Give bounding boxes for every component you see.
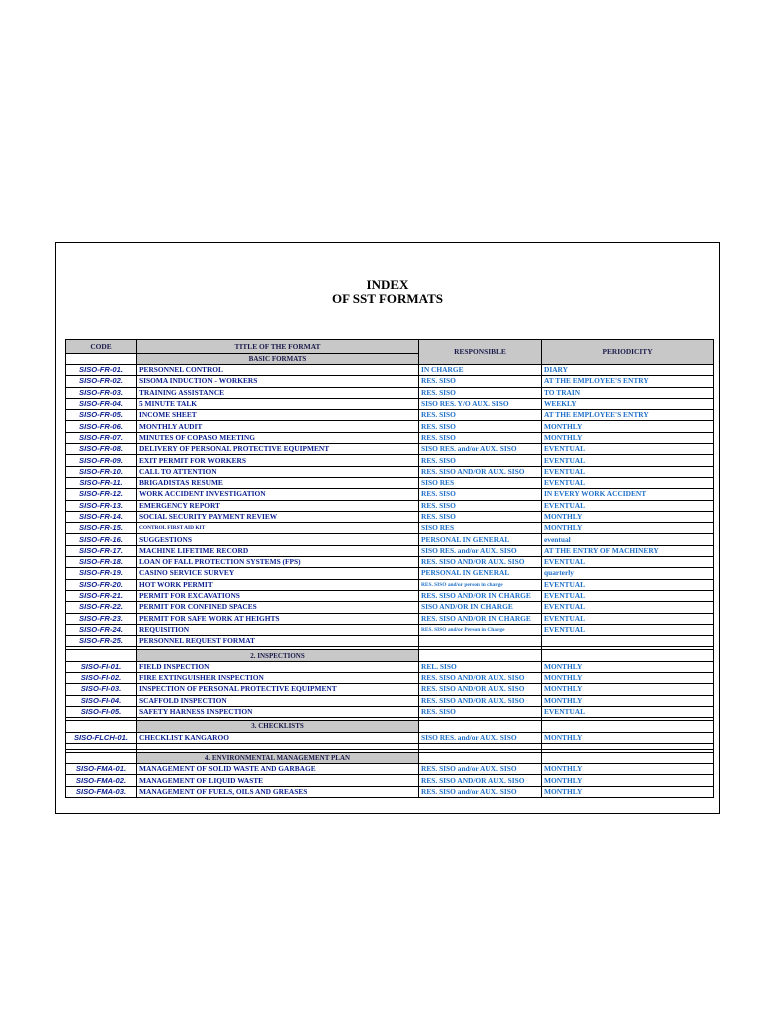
format-code: SISO-FR-07.	[66, 432, 137, 443]
format-responsible: PERSONAL IN GENERAL	[419, 568, 542, 579]
table-row	[66, 421, 714, 432]
format-responsible: SISO RES	[419, 523, 542, 534]
table-row	[66, 695, 714, 706]
format-periodicity: eventual	[542, 534, 714, 545]
document-title: INDEX	[366, 277, 409, 292]
format-responsible: SISO RES. and/or AUX. SISO	[419, 732, 542, 743]
format-title: INSPECTION OF PERSONAL PROTECTIVE EQUIPMENT	[137, 684, 419, 695]
format-code: SISO-FR-23.	[66, 613, 137, 624]
format-responsible: RES. SISO and/or person in charge	[419, 579, 542, 590]
table-row	[66, 775, 714, 786]
format-responsible: RES. SISO	[419, 511, 542, 522]
format-periodicity: EVENTUAL	[542, 444, 714, 455]
section-checklists	[66, 721, 714, 732]
header-periodicity: PERIODICITY	[542, 340, 714, 365]
format-code: SISO-FI-01.	[66, 661, 137, 672]
table-row	[66, 455, 714, 466]
format-responsible: RES. SISO and/or Person in Charge	[419, 624, 542, 635]
format-periodicity: MONTHLY	[542, 775, 714, 786]
format-title: SUGGESTIONS	[137, 534, 419, 545]
format-responsible: SISO RES. and/or AUX. SISO	[419, 545, 542, 556]
format-code: SISO-FMA-02.	[66, 775, 137, 786]
format-title: 5 MINUTE TALK	[137, 398, 419, 409]
format-code: SISO-FR-24.	[66, 624, 137, 635]
format-responsible: RES. SISO	[419, 421, 542, 432]
format-periodicity: EVENTUAL	[542, 477, 714, 488]
table-row	[66, 636, 714, 647]
format-title: CONTROL FIRST AID KIT	[137, 523, 419, 534]
format-periodicity: MONTHLY	[542, 661, 714, 672]
table-row	[66, 444, 714, 455]
format-periodicity: MONTHLY	[542, 421, 714, 432]
format-title: CASINO SERVICE SURVEY	[137, 568, 419, 579]
format-responsible: RES. SISO AND/OR AUX. SISO	[419, 673, 542, 684]
section-basic-formats: BASIC FORMATS	[137, 354, 419, 365]
format-periodicity: EVENTUAL	[542, 455, 714, 466]
table-row	[66, 545, 714, 556]
format-periodicity: MONTHLY	[542, 695, 714, 706]
format-responsible: RES. SISO	[419, 489, 542, 500]
table-row	[66, 732, 714, 743]
format-code: SISO-FR-18.	[66, 557, 137, 568]
format-title: MACHINE LIFETIME RECORD	[137, 545, 419, 556]
table-row	[66, 764, 714, 775]
format-periodicity: MONTHLY	[542, 673, 714, 684]
table-row	[66, 673, 714, 684]
table-row	[66, 661, 714, 672]
format-responsible: RES. SISO	[419, 500, 542, 511]
table-row	[66, 511, 714, 522]
format-periodicity: TO TRAIN	[542, 387, 714, 398]
table-row	[66, 477, 714, 488]
format-code: SISO-FR-21.	[66, 590, 137, 601]
table-row	[66, 786, 714, 797]
format-title: CHECKLIST KANGAROO	[137, 732, 419, 743]
format-title: DELIVERY OF PERSONAL PROTECTIVE EQUIPMENT	[137, 444, 419, 455]
format-title: SOCIAL SECURITY PAYMENT REVIEW	[137, 511, 419, 522]
table-row	[66, 523, 714, 534]
format-code: SISO-FR-10.	[66, 466, 137, 477]
format-title: MANAGEMENT OF SOLID WASTE AND GARBAGE	[137, 764, 419, 775]
format-periodicity: EVENTUAL	[542, 602, 714, 613]
format-title: PERMIT FOR CONFINED SPACES	[137, 602, 419, 613]
table-row	[66, 376, 714, 387]
header-blank	[66, 354, 137, 365]
format-code: SISO-FR-06.	[66, 421, 137, 432]
format-code: SISO-FR-11.	[66, 477, 137, 488]
format-periodicity: EVENTUAL	[542, 466, 714, 477]
format-periodicity: MONTHLY	[542, 786, 714, 797]
format-responsible: RES. SISO AND/OR AUX. SISO	[419, 557, 542, 568]
header-responsible: RESPONSIBLE	[419, 340, 542, 365]
format-responsible: PERSONAL IN GENERAL	[419, 534, 542, 545]
formats-table	[65, 339, 714, 798]
format-code: SISO-FR-14.	[66, 511, 137, 522]
format-code: SISO-FR-02.	[66, 376, 137, 387]
section-code-blank	[66, 650, 137, 661]
section-code-blank	[66, 721, 137, 732]
format-responsible	[419, 636, 542, 647]
section-responsible-blank	[419, 721, 542, 732]
table-row	[66, 365, 714, 376]
format-code: SISO-FR-17.	[66, 545, 137, 556]
format-code: SISO-FR-19.	[66, 568, 137, 579]
section-environmental	[66, 752, 714, 763]
table-row	[66, 557, 714, 568]
format-responsible: SISO RES	[419, 477, 542, 488]
format-title: PERMIT FOR EXCAVATIONS	[137, 590, 419, 601]
format-code: SISO-FR-12.	[66, 489, 137, 500]
format-responsible: RES. SISO AND/OR IN CHARGE	[419, 590, 542, 601]
format-title: BRIGADISTAS RESUME	[137, 477, 419, 488]
format-periodicity	[542, 636, 714, 647]
format-code: SISO-FR-08.	[66, 444, 137, 455]
format-title: MANAGEMENT OF FUELS, OILS AND GREASES	[137, 786, 419, 797]
format-code: SISO-FMA-03.	[66, 786, 137, 797]
format-periodicity: MONTHLY	[542, 684, 714, 695]
format-title: FIELD INSPECTION	[137, 661, 419, 672]
format-code: SISO-FR-22.	[66, 602, 137, 613]
table-row	[66, 432, 714, 443]
table-row	[66, 590, 714, 601]
format-code: SISO-FR-09.	[66, 455, 137, 466]
format-responsible: RES. SISO AND/OR IN CHARGE	[419, 613, 542, 624]
format-title: PERSONNEL CONTROL	[137, 365, 419, 376]
table-row	[66, 706, 714, 717]
table-row	[66, 602, 714, 613]
format-code: SISO-FR-25.	[66, 636, 137, 647]
section-periodicity-blank	[542, 721, 714, 732]
format-code: SISO-FMA-01.	[66, 764, 137, 775]
format-title: EXIT PERMIT FOR WORKERS	[137, 455, 419, 466]
format-periodicity: EVENTUAL	[542, 500, 714, 511]
format-responsible: RES. SISO	[419, 410, 542, 421]
format-title: MANAGEMENT OF LIQUID WASTE	[137, 775, 419, 786]
format-title: TRAINING ASSISTANCE	[137, 387, 419, 398]
section-heading: 3. CHECKLISTS	[137, 721, 419, 732]
format-periodicity: AT THE EMPLOYEE'S ENTRY	[542, 376, 714, 387]
format-index-sheet	[55, 242, 720, 814]
format-responsible: RES. SISO AND/OR AUX. SISO	[419, 775, 542, 786]
table-row	[66, 410, 714, 421]
table-row	[66, 568, 714, 579]
format-responsible: RES. SISO and/or AUX. SISO	[419, 786, 542, 797]
format-code: SISO-FR-20.	[66, 579, 137, 590]
section-periodicity-blank	[542, 752, 714, 763]
section-responsible-blank	[419, 650, 542, 661]
format-responsible: RES. SISO	[419, 387, 542, 398]
format-title: EMERGENCY REPORT	[137, 500, 419, 511]
table-row	[66, 613, 714, 624]
section-heading: 2. INSPECTIONS	[137, 650, 419, 661]
table-row	[66, 624, 714, 635]
format-periodicity: EVENTUAL	[542, 579, 714, 590]
format-title: PERMIT FOR SAFE WORK AT HEIGHTS	[137, 613, 419, 624]
format-periodicity: IN EVERY WORK ACCIDENT	[542, 489, 714, 500]
table-row	[66, 500, 714, 511]
format-title: LOAN OF FALL PROTECTION SYSTEMS (FPS)	[137, 557, 419, 568]
format-responsible: REL. SISO	[419, 661, 542, 672]
format-periodicity: MONTHLY	[542, 732, 714, 743]
format-responsible: RES. SISO AND/OR AUX. SISO	[419, 466, 542, 477]
format-code: SISO-FR-04.	[66, 398, 137, 409]
section-heading: 4. ENVIRONMENTAL MANAGEMENT PLAN	[137, 752, 419, 763]
format-periodicity: MONTHLY	[542, 523, 714, 534]
format-code: SISO-FI-04.	[66, 695, 137, 706]
format-code: SISO-FR-03.	[66, 387, 137, 398]
format-title: HOT WORK PERMIT	[137, 579, 419, 590]
format-periodicity: EVENTUAL	[542, 557, 714, 568]
format-periodicity: EVENTUAL	[542, 590, 714, 601]
formats-table-body	[66, 365, 714, 798]
format-responsible: SISO RES. Y/O AUX. SISO	[419, 398, 542, 409]
format-code: SISO-FI-03.	[66, 684, 137, 695]
format-title: FIRE EXTINGUISHER INSPECTION	[137, 673, 419, 684]
section-responsible-blank	[419, 752, 542, 763]
document-subtitle: OF SST FORMATS	[331, 291, 443, 306]
format-responsible: SISO RES. and/or AUX. SISO	[419, 444, 542, 455]
format-code: SISO-FR-05.	[66, 410, 137, 421]
format-periodicity: AT THE ENTRY OF MACHINERY	[542, 545, 714, 556]
format-periodicity: quarterly	[542, 568, 714, 579]
format-responsible: IN CHARGE	[419, 365, 542, 376]
format-title: WORK ACCIDENT INVESTIGATION	[137, 489, 419, 500]
format-title: MINUTES OF COPASO MEETING	[137, 432, 419, 443]
format-responsible: RES. SISO	[419, 432, 542, 443]
header-title: TITLE OF THE FORMAT	[137, 340, 419, 354]
format-title: MONTHLY AUDIT	[137, 421, 419, 432]
format-responsible: RES. SISO	[419, 706, 542, 717]
format-responsible: RES. SISO AND/OR AUX. SISO	[419, 695, 542, 706]
format-code: SISO-FR-16.	[66, 534, 137, 545]
format-title: INCOME SHEET	[137, 410, 419, 421]
format-responsible: RES. SISO and/or AUX. SISO	[419, 764, 542, 775]
format-periodicity: EVENTUAL	[542, 613, 714, 624]
section-inspections	[66, 650, 714, 661]
format-responsible: RES. SISO	[419, 376, 542, 387]
format-code: SISO-FR-01.	[66, 365, 137, 376]
format-periodicity: EVENTUAL	[542, 624, 714, 635]
format-responsible: SISO AND/OR IN CHARGE	[419, 602, 542, 613]
format-title: REQUISITION	[137, 624, 419, 635]
format-title: SISOMA INDUCTION - WORKERS	[137, 376, 419, 387]
section-periodicity-blank	[542, 650, 714, 661]
format-title: PERSONNEL REQUEST FORMAT	[137, 636, 419, 647]
table-row	[66, 579, 714, 590]
format-periodicity: EVENTUAL	[542, 706, 714, 717]
format-responsible: RES. SISO	[419, 455, 542, 466]
section-code-blank	[66, 752, 137, 763]
format-code: SISO-FI-05.	[66, 706, 137, 717]
format-periodicity: DIARY	[542, 365, 714, 376]
format-title: CALL TO ATTENTION	[137, 466, 419, 477]
table-row	[66, 534, 714, 545]
format-periodicity: AT THE EMPLOYEE'S ENTRY	[542, 410, 714, 421]
format-code: SISO-FR-15.	[66, 523, 137, 534]
format-periodicity: MONTHLY	[542, 764, 714, 775]
table-row	[66, 684, 714, 695]
table-row	[66, 466, 714, 477]
format-code: SISO-FI-02.	[66, 673, 137, 684]
header-code: CODE	[66, 340, 137, 354]
format-periodicity: MONTHLY	[542, 511, 714, 522]
format-periodicity: MONTHLY	[542, 432, 714, 443]
format-title: SCAFFOLD INSPECTION	[137, 695, 419, 706]
format-title: SAFETY HARNESS INSPECTION	[137, 706, 419, 717]
format-code: SISO-FR-13.	[66, 500, 137, 511]
table-row	[66, 387, 714, 398]
format-periodicity: WEEKLY	[542, 398, 714, 409]
table-row	[66, 489, 714, 500]
format-code: SISO-FLCH-01.	[66, 732, 137, 743]
table-row	[66, 398, 714, 409]
format-responsible: RES. SISO AND/OR AUX. SISO	[419, 684, 542, 695]
